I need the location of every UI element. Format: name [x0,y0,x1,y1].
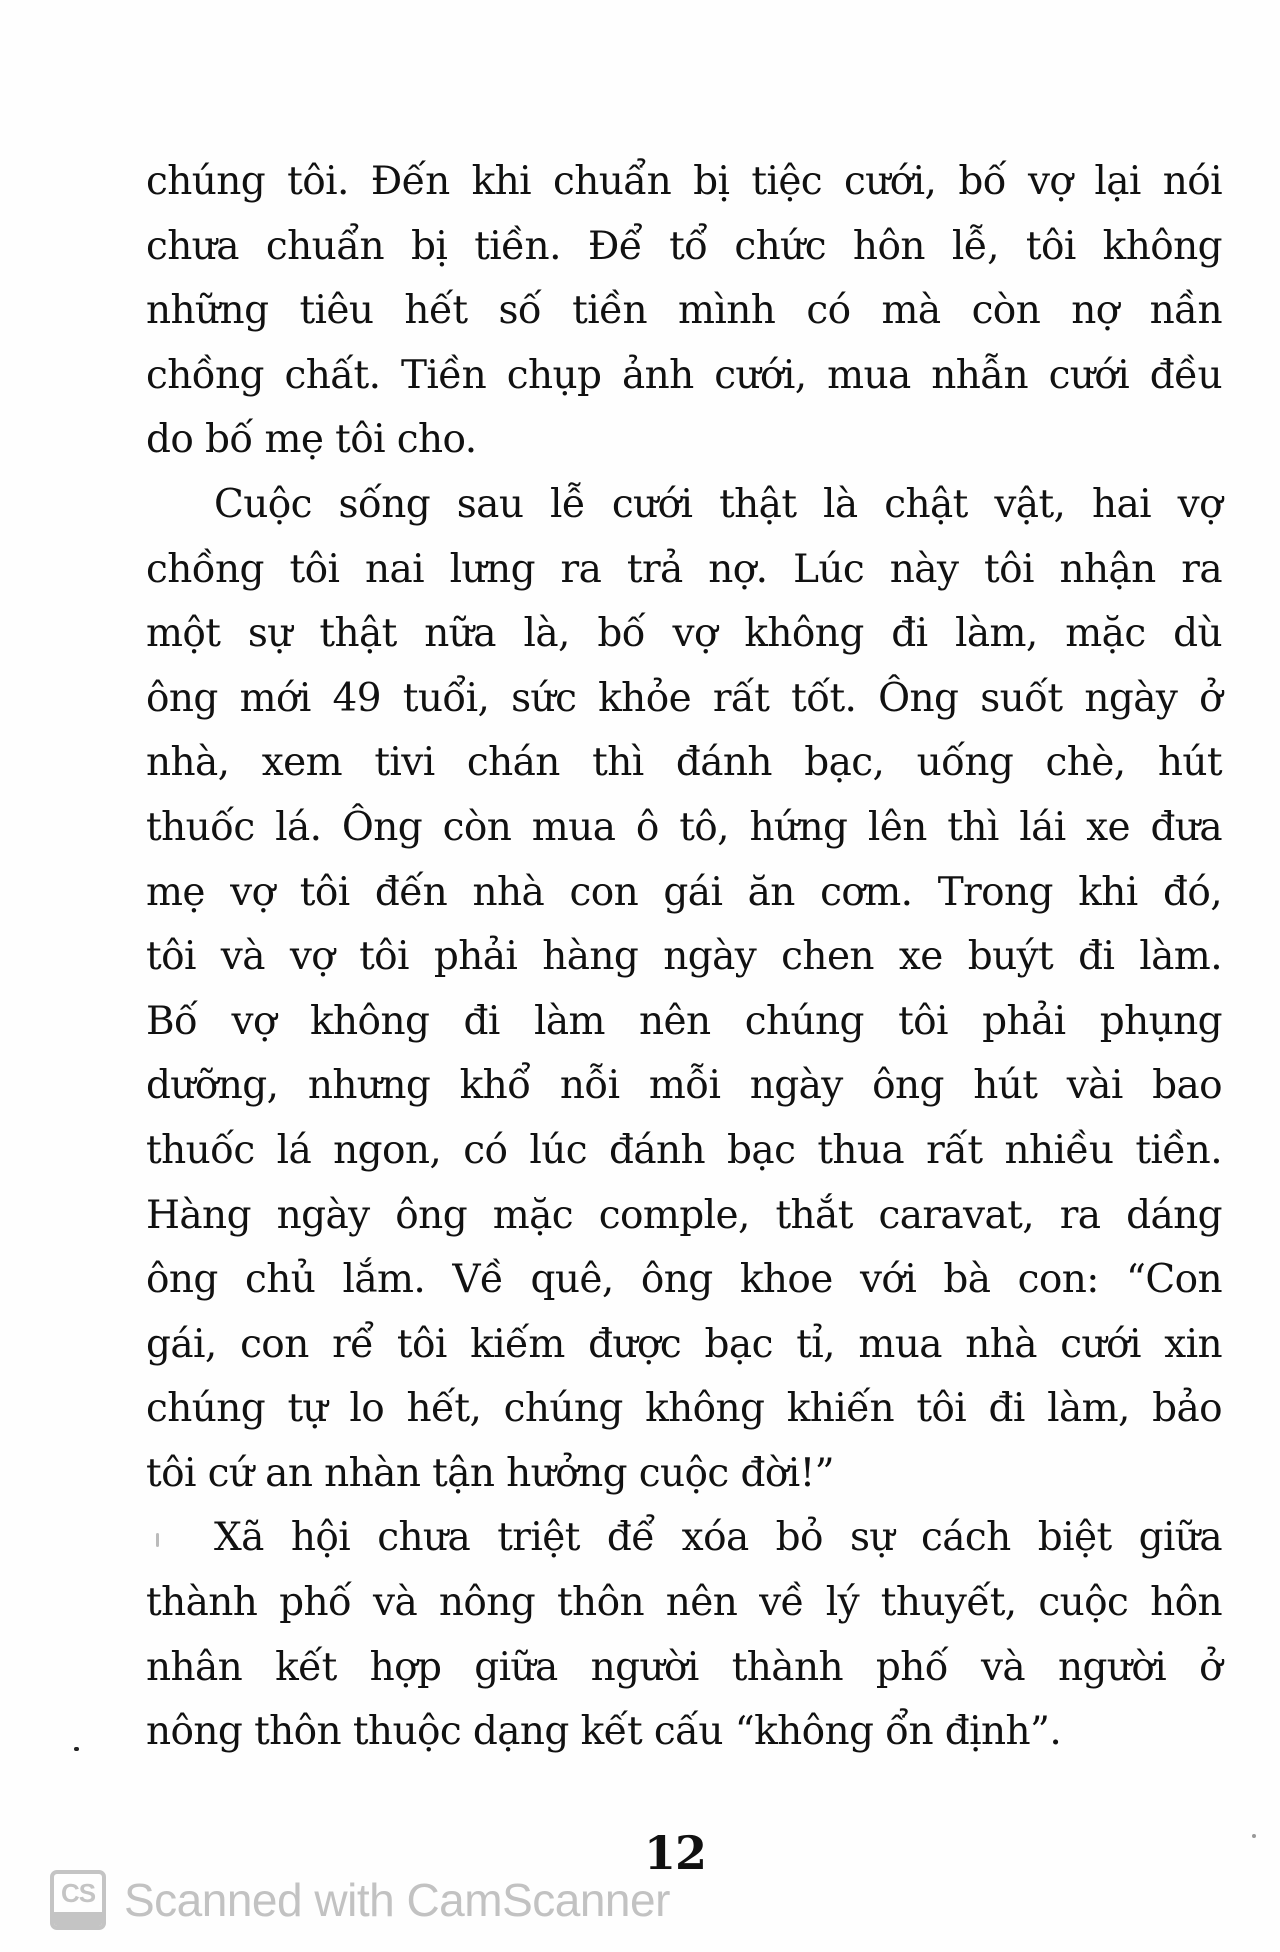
text-line: tôi cứ an nhàn tận hưởng cuộc đời!” [146,1450,834,1496]
camscanner-logo-icon [50,1870,106,1930]
text-line: chưa chuẩn bị tiền. Để tổ chức hôn lễ, tôi không [146,223,1222,269]
paragraph-first-line: Cuộc sống sau lễ cưới thật là chật vật, hai vợ [214,481,1222,527]
text-line: ông mới 49 tuổi, sức khỏe rất tốt. Ông suốt ngày ở [146,675,1222,721]
text-line: chúng tôi. Đến khi chuẩn bị tiệc cưới, bố vợ lại nói [146,159,1222,204]
text-line: chồng chất. Tiền chụp ảnh cưới, mua nhẫn cưới đều [146,352,1222,398]
text-line: những tiêu hết số tiền mình có mà còn nợ nần [146,288,1222,334]
text-line: thuốc lá. Ông còn mua ô tô, hứng lên thì lái xe đưa [146,804,1222,850]
text-line: do bố mẹ tôi cho. [146,417,477,463]
text-line: nông thôn thuộc dạng kết cấu “không ổn định”. [146,1709,1062,1755]
text-line: ông chủ lắm. Về quê, ông khoe với bà con: “Con [146,1257,1222,1303]
page-number: 12 [644,1826,707,1880]
text-line: Hàng ngày ông mặc comple, thắt caravat, ra dáng [146,1192,1222,1238]
text-line: mẹ vợ tôi đến nhà con gái ăn cơm. Trong khi đó, [146,869,1222,915]
text-line: một sự thật nữa là, bố vợ không đi làm, mặc dù [146,611,1222,657]
camscanner-logo-bar [54,1912,102,1926]
body-text [146,150,1222,1765]
camscanner-logo-text: CS [60,1878,96,1908]
scan-speck [156,1533,159,1547]
watermark-text: Scanned with CamScanner [124,1874,670,1926]
text-line: tôi và vợ tôi phải hàng ngày chen xe buýt đi làm. [146,934,1222,980]
paragraph-first-line: Xã hội chưa triệt để xóa bỏ sự cách biệt giữa [214,1515,1222,1561]
text-line: thuốc lá ngon, có lúc đánh bạc thua rất nhiều tiền. [146,1127,1222,1173]
scan-speck [74,1747,79,1751]
text-line: chồng tôi nai lưng ra trả nợ. Lúc này tôi nhận ra [146,546,1222,592]
text-line: nhân kết hợp giữa người thành phố và người ở [146,1644,1222,1690]
text-line: nhà, xem tivi chán thì đánh bạc, uống chè, hút [146,740,1222,786]
text-line: dưỡng, nhưng khổ nỗi mỗi ngày ông hút vài bao [146,1063,1222,1109]
camscanner-watermark [50,1868,670,1932]
scan-speck [1252,1834,1256,1838]
text-line: thành phố và nông thôn nên về lý thuyết, cuộc hôn [146,1580,1222,1626]
text-line: gái, con rể tôi kiếm được bạc tỉ, mua nhà cưới xin [146,1321,1222,1367]
text-line: Bố vợ không đi làm nên chúng tôi phải phụng [146,998,1222,1044]
text-line: chúng tự lo hết, chúng không khiến tôi đi làm, bảo [146,1386,1222,1432]
